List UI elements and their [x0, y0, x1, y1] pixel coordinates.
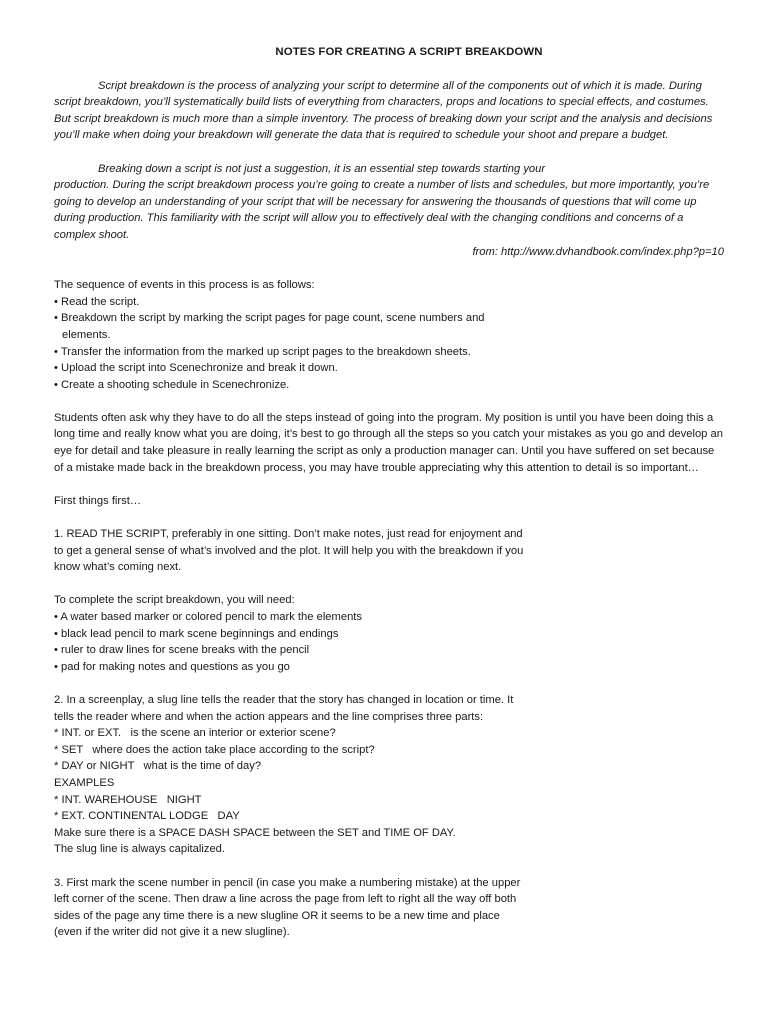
step-3-paragraph: 3. First mark the scene number in pencil (in case you make a numbering mistake) at the upper left corner of the scene. Then draw a line across the page from left to right all the way off both sides of the page any time there is a new slugline OR it seems to be a new time and place (even if the writer did not give it a new slugline).: [54, 876, 521, 939]
sequence-item-continuation: elements.: [62, 328, 111, 341]
spacer: [54, 509, 724, 526]
sequence-item: • Read the script.: [54, 295, 140, 308]
spacer: [54, 393, 724, 410]
needs-intro: To complete the script breakdown, you will need:: [54, 594, 295, 607]
sequence-item: • Upload the script into Scenechronize and break it down.: [54, 362, 338, 375]
step-2-intro: 2. In a screenplay, a slug line tells the reader that the story has changed in location or time. It tells the reader where and when the action appears and the line comprises three parts:: [54, 693, 514, 723]
document-page: [54, 44, 724, 941]
sequence-item: • Transfer the information from the marked up script pages to the breakdown sheets.: [54, 345, 471, 358]
step-2-line: * INT. WAREHOUSE NIGHT: [54, 793, 202, 806]
sequence-item: • Breakdown the script by marking the script pages for page count, scene numbers and: [54, 312, 485, 325]
needs-item: • ruler to draw lines for scene breaks with the pencil: [54, 644, 310, 657]
spacer: [54, 675, 724, 692]
spacer: [54, 576, 724, 593]
step-2-line: * SET where does the action take place according to the script?: [54, 743, 375, 756]
sequence-intro: The sequence of events in this process is as follows:: [54, 279, 315, 292]
step-2-line: * INT. or EXT. is the scene an interior or exterior scene?: [54, 727, 336, 740]
students-paragraph: Students often ask why they have to do all the steps instead of going into the program. My position is until you have been doing this a long time and really know what you are doing, it’s best to go through all the steps so you catch your mistakes as you go and develop an eye for detail and take pleasure in really learning the script as only a production manager can. Until you have suffered on set because of a mistake made back in the breakdown process, you may have trouble appreciating why this attention to detail is so important…: [54, 411, 723, 474]
spacer: [54, 476, 724, 493]
spacer: [54, 144, 724, 161]
step-1-paragraph: 1. READ THE SCRIPT, preferably in one sitting. Don’t make notes, just read for enjoyment and to get a general sense of what’s involved and the plot. It will help you with the breakdown if you know what’s coming next.: [54, 528, 524, 574]
first-things-heading: First things first…: [54, 494, 142, 507]
spacer: [54, 858, 724, 875]
step-2-line: Make sure there is a SPACE DASH SPACE between the SET and TIME OF DAY.: [54, 826, 456, 839]
document-title: NOTES FOR CREATING A SCRIPT BREAKDOWN: [275, 46, 543, 58]
source-citation: from: http://www.dvhandbook.com/index.php?p=10: [472, 245, 724, 258]
step-2-line: * EXT. CONTINENTAL LODGE DAY: [54, 810, 240, 823]
intro-paragraph-1: Script breakdown is the process of analyzing your script to determine all of the components out of which it is made. During script breakdown, you’ll systematically build lists of everything from characters, props and locations to special effects, and costumes. But script breakdown is much more than a simple inventory. The process of breaking down your script and the analysis and decisions you’ll make when doing your breakdown will generate the data that is required to schedule your shoot and prepare a budget.: [54, 79, 713, 142]
step-2-line: EXAMPLES: [54, 776, 115, 789]
step-2-line: * DAY or NIGHT what is the time of day?: [54, 760, 262, 773]
step-2-line: The slug line is always capitalized.: [54, 843, 226, 856]
intro-paragraph-2-body: production. During the script breakdown process you’re going to create a number of lists and schedules, but more importantly, you’re going to develop an understanding of your script that will be necessary for answering the thousands of questions that will come up during production. This familiarity with the script will allow you to effectively deal with the changing conditions and concerns of a complex shoot.: [54, 179, 710, 241]
needs-item: • black lead pencil to mark scene beginnings and endings: [54, 627, 339, 640]
needs-item: • pad for making notes and questions as you go: [54, 660, 290, 673]
intro-paragraph-2-first-line: Breaking down a script is not just a suggestion, it is an essential step towards starting your: [98, 162, 546, 175]
sequence-item: • Create a shooting schedule in Scenechronize.: [54, 378, 290, 391]
needs-item: • A water based marker or colored pencil to mark the elements: [54, 611, 362, 623]
